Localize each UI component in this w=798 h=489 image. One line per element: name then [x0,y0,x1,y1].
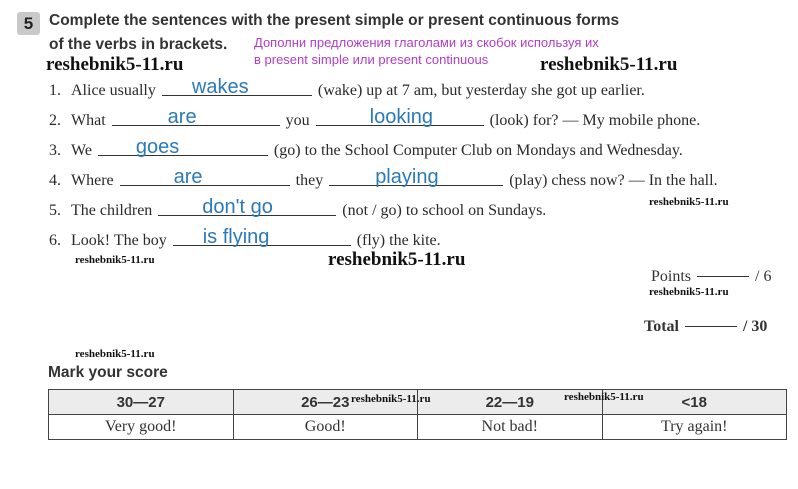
sentence-6 [49,228,441,250]
sentence-number: 6. [49,232,61,249]
score-title: Mark your score [48,364,168,381]
sentence-text: We [71,142,92,159]
score-label: Good! [233,415,418,440]
score-label: Try again! [602,415,787,440]
sentence-number: 1. [49,82,61,99]
sentence-number: 3. [49,142,61,159]
sentence-text: What [71,112,106,129]
sentence-3 [49,138,683,160]
score-range: 26—23 [233,390,418,415]
sentence-number: 4. [49,172,61,189]
sentence-5 [49,198,546,220]
handwritten-answer: are [167,106,197,128]
sentence-text: Alice usually [71,82,156,99]
watermark: reshebnik5-11.ru [351,393,431,405]
sentence-number: 5. [49,202,61,219]
score-label-row [49,415,787,440]
handwritten-answer: looking [369,106,434,128]
total-max: / 30 [742,318,768,335]
russian-note-line1: Дополни предложения глаголами из скобок используя их [254,35,599,50]
sentence-text: (look) for? — My mobile phone. [489,112,701,129]
exercise-number: 5 [17,12,40,35]
sentence-text: (fly) the kite. [356,232,441,249]
watermark: reshebnik5-11.ru [564,391,644,403]
sentence-1 [49,78,645,100]
score-range: <18 [602,390,787,415]
sentence-text: (go) to the School Computer Club on Mondays and Wednesday. [273,142,683,159]
score-label: Very good! [49,415,234,440]
handwritten-answer: goes [135,136,180,158]
points-blank[interactable] [697,276,749,277]
sentence-text: they [295,172,324,189]
handwritten-answer: don't go [202,196,273,218]
answer-blank[interactable] [112,106,280,128]
score-range: 22—19 [418,390,603,415]
exercise-title-line1: Complete the sentences with the present simple or present continuous forms [49,12,620,29]
watermark: reshebnik5-11.ru [75,348,155,360]
sentence-4 [49,168,718,190]
sentence-text: The children [71,202,153,219]
watermark: reshebnik5-11.ru [75,254,155,266]
sentence-text: (wake) up at 7 am, but yesterday she got up earlier. [317,82,645,99]
total-row [644,318,767,336]
points-row [651,268,771,286]
answer-blank[interactable] [162,76,312,98]
russian-note-line2: в present simple или present continuous [254,52,489,67]
score-label: Not bad! [418,415,603,440]
handwritten-answer: playing [375,166,439,188]
total-label: Total [644,318,679,335]
exercise-title-line2: of the verbs in brackets. [49,36,228,53]
total-blank[interactable] [685,326,737,327]
sentence-2 [49,108,700,130]
answer-blank[interactable] [98,136,268,158]
points-max: / 6 [755,268,772,285]
sentence-number: 2. [49,112,61,129]
answer-blank[interactable] [316,106,484,128]
answer-blank[interactable] [173,226,351,248]
points-label: Points [651,268,692,285]
watermark: reshebnik5-11.ru [649,196,729,208]
handwritten-answer: is flying [202,226,270,248]
handwritten-answer: wakes [191,76,249,98]
watermark: reshebnik5-11.ru [46,54,184,75]
watermark: reshebnik5-11.ru [540,54,678,75]
sentence-text: Where [71,172,114,189]
answer-blank[interactable] [329,166,503,188]
answer-blank[interactable] [120,166,290,188]
score-range: 30—27 [49,390,234,415]
sentence-text: (play) chess now? — In the hall. [509,172,718,189]
answer-blank[interactable] [158,196,336,218]
sentence-text: you [285,112,310,129]
handwritten-answer: are [173,166,203,188]
watermark: reshebnik5-11.ru [649,286,729,298]
sentence-text: (not / go) to school on Sundays. [342,202,547,219]
sentence-text: Look! The boy [71,232,167,249]
watermark: reshebnik5-11.ru [328,249,466,270]
